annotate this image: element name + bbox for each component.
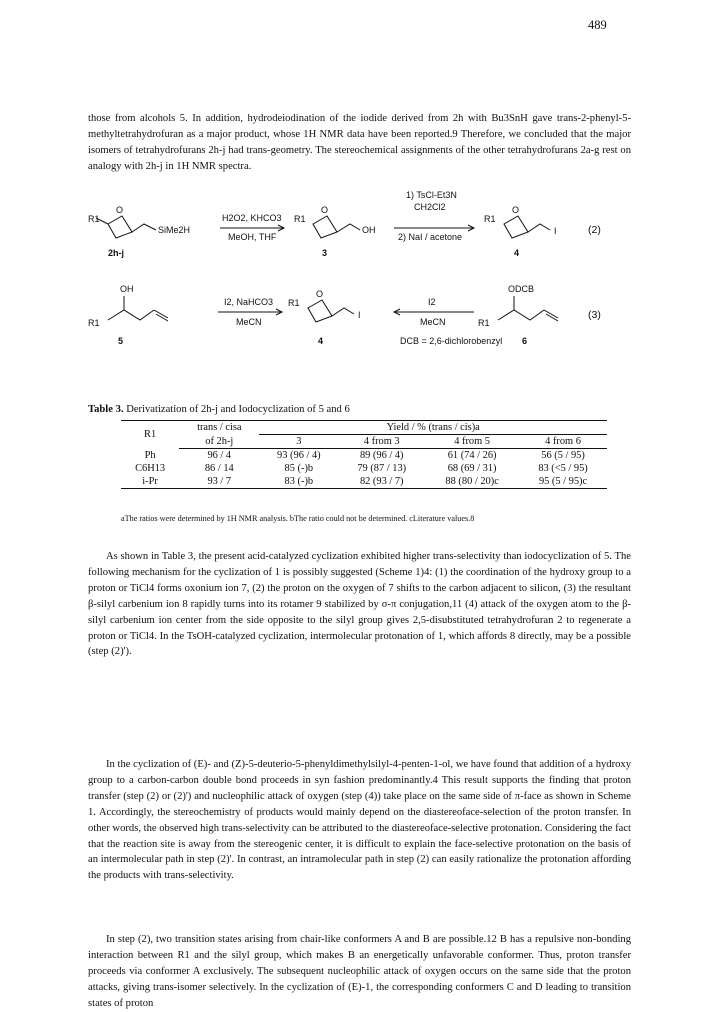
table-cell: 61 (74 / 26)	[447, 450, 497, 461]
iodine-solvent: MeCN	[420, 317, 446, 327]
table-cell: 83 (-)b	[284, 476, 314, 487]
thf-ring-4	[504, 216, 528, 238]
ring-o-4: O	[512, 205, 520, 215]
table-cell: 88 (80 / 20)c	[445, 476, 499, 487]
step2-line1: 1) TsCl-Et3N	[406, 190, 457, 200]
compound-4c: 4	[318, 336, 324, 346]
header-col-4-from-3: 4 from 3	[338, 435, 425, 449]
compound-2hj: 2h-j	[108, 248, 125, 258]
paragraph-mechanism: As shown in Table 3, the present acid-catalyzed cyclization exhibited higher trans-selectivity than iodocyclization of 5. The following mechanism for the cyclization of 1 is possibly suggested (Scheme 1)4: (1) the coordination of the hydroxy group to a proton or TiCl4 forms oxonium ion 7, (2) the proton on the oxygen of 7 shifts to the carbon adjacent to silicon, (3) the resultant β-silyl carbenium ion 8 rapidly turns into its rotamer 9 stabilized by σ-π conjugation,11 (4) attack of the oxygen atom to the β-silyl carbenium ion center from the side opposite to the silyl group gives 2,5-disubstituted tetrahydrofuran 2 to regenerate a proton or TiCl4. In the TsOH-catalyzed cyclization, intermolecular protonation of 1, which affords 8 directly, may be a possible (step (2)').	[88, 551, 631, 658]
compound-6: 6	[522, 336, 528, 346]
compound-4: 4	[514, 248, 520, 258]
table-cell: 68 (69 / 31)	[447, 463, 497, 474]
table-cell: 89 (96 / 4)	[359, 450, 404, 461]
odcb-label: ODCB	[508, 284, 535, 294]
header-col-3: 3	[259, 435, 338, 449]
header-trans-cis: trans / cisa	[197, 422, 242, 434]
table-cell: 95 (5 / 95)c	[538, 476, 588, 487]
ring-o-4b: O	[316, 289, 324, 299]
header-yield: Yield / % (trans / cis)a	[259, 421, 607, 435]
table-cell: 93 (96 / 4)	[277, 450, 321, 461]
table-cell: 79 (87 / 13)	[357, 463, 407, 474]
header-col-4-from-6: 4 from 6	[519, 435, 607, 449]
thf-ring-4b	[308, 300, 332, 322]
r1-label-2hj: R1	[88, 214, 100, 224]
thf-ring-2hj	[108, 216, 132, 238]
r1-label-4b: R1	[288, 298, 300, 308]
r1-label-5: R1	[88, 318, 100, 328]
table-cell: i-Pr	[142, 476, 158, 487]
table-caption	[88, 404, 350, 415]
ring-o-2hj: O	[116, 205, 124, 215]
table-caption-text: Derivatization of 2h-j and Iodocyclization of 5 and 6	[126, 404, 350, 415]
header-of-2hj: of 2h-j	[179, 435, 259, 449]
table-cell: 85 (-)b	[284, 463, 314, 474]
thf-ring-3	[313, 216, 337, 238]
equation-number-3: (3)	[588, 309, 601, 321]
header-r1: R1	[144, 429, 157, 441]
step1-solvent: MeOH, THF	[228, 232, 277, 242]
ring-o-3: O	[321, 205, 329, 215]
table-cell: 96 / 4	[207, 450, 232, 461]
header-col-4-from-5: 4 from 5	[425, 435, 519, 449]
iodo-label-4: I	[554, 226, 557, 236]
table-cell: 93 / 7	[207, 476, 232, 487]
paragraph-transition-states: In step (2), two transition states arising from chair-like conformers A and B are possible.12 B has a repulsive non-bonding interaction between R1 and the silyl group, which makes B an energetically unfavorable conformer. Thus, proton transfer proceeds via conformer A exclusively. The subsequent nucleophilic attack of oxygen occurs on the same side that the proton attacks, giving trans-isomer selectively. In the cyclization of (E)-1, the corresponding conformers C and D leading to transition states of proton	[88, 934, 631, 1009]
r1-label-3: R1	[294, 214, 306, 224]
alkene-chain-5	[108, 310, 154, 320]
table-cell: 82 (93 / 7)	[359, 476, 404, 487]
table-row	[121, 475, 607, 489]
table-cell: Ph	[144, 449, 156, 461]
compound-3: 3	[322, 248, 328, 258]
step2-line3: 2) NaI / acetone	[398, 232, 463, 242]
table-row	[121, 462, 607, 475]
step2-line2: CH2Cl2	[414, 202, 446, 212]
oh-label-5: OH	[120, 284, 134, 294]
data-table	[121, 420, 607, 489]
table-cell: 86 / 14	[204, 463, 234, 474]
table-cell: 56 (5 / 95)	[541, 450, 585, 461]
paragraph-syn-addition: In the cyclization of (E)- and (Z)-5-deuterio-5-phenyldimethylsilyl-4-penten-1-ol, we have found that addition of a hydroxy group to a carbon-carbon double bond proceeds in syn fashion predominantly.4 This result supports the finding that proton transfer (step (2) or (2)') and nucleophilic attack of oxygen (step (4)) take place on the same side of π-face as shown in Scheme 1. Accordingly, the stereochemistry of products would mainly depend on the diastereoface-selection of the proton transfer. In other words, the observed high trans-selectivity can be attributed to the diastereoface-selective protonation. Considering the fact that the reaction site is away from the stereogenic center, it is difficult to explain the face-selective protonation on the basis of an intermolecular path in step (2)'. In contrast, an intramolecular path in step (2) can easily rationalize the protonation affording the products with trans-selectivity.	[88, 759, 631, 882]
table-cell: 83 (<5 / 95)	[538, 463, 588, 474]
oh-label-3: OH	[362, 225, 376, 235]
compound-5: 5	[118, 336, 124, 346]
iodocyclization-reagents: I2, NaHCO3	[224, 297, 274, 307]
table-cell: C6H13	[135, 463, 166, 474]
table-row	[121, 449, 607, 463]
page-number: 489	[588, 18, 607, 32]
r1-label-4: R1	[484, 214, 496, 224]
equation-number-2: (2)	[588, 224, 601, 236]
r1-label-6: R1	[478, 318, 490, 328]
iodocyclization-solvent: MeCN	[236, 317, 262, 327]
sime2h-label: SiMe2H	[158, 225, 191, 235]
paragraph-intro: those from alcohols 5. In addition, hydrodeiodination of the iodide derived from 2h with Bu3SnH gave trans-2-phenyl-5-methyltetrahydrofuran as a major product, whose 1H NMR data have been reported.9 Therefore, we concluded that the major isomers of tetrahydrofurans 2h-j had trans-geometry. The stereochemical assignments of the other tetrahydrofurans 2a-g rest on analogy with 2h-j in 1H NMR spectra.	[88, 113, 631, 172]
table-caption-label: Table 3.	[88, 404, 124, 415]
iodine-reagent: I2	[428, 297, 436, 307]
alkene-chain-6	[498, 310, 544, 320]
iodo-label-4b: I	[358, 310, 361, 320]
dcb-definition: DCB = 2,6-dichlorobenzyl	[400, 336, 503, 346]
table-footnote: aThe ratios were determined by 1H NMR analysis. bThe ratio could not be determined. cLiterature values.8	[121, 514, 475, 523]
reaction-schemes	[88, 188, 636, 388]
step1-reagents: H2O2, KHCO3	[222, 213, 282, 223]
